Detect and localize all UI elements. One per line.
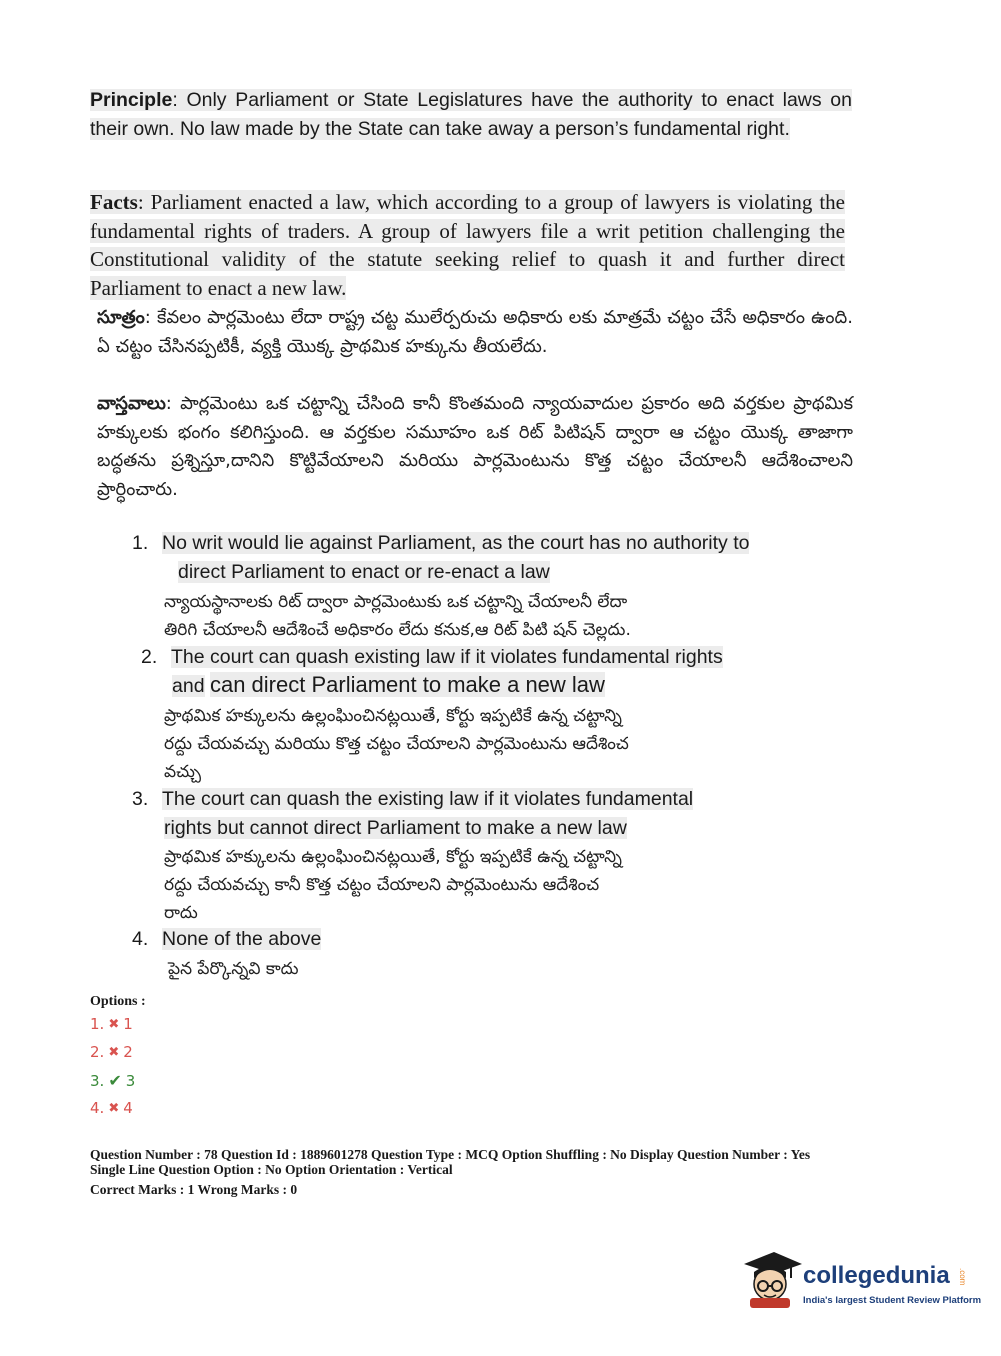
option-4-telugu-1: పైన పేర్కొన్నవి కాదు <box>168 959 299 979</box>
check-icon: ✔ <box>108 1071 122 1090</box>
telugu-principle-paragraph <box>97 304 853 361</box>
option-2-telugu-2: రద్దు చేయవచ్చు మరియు కొత్త చట్టం చేయాలని పార్లమెంటును ఆదేశించ <box>164 734 629 754</box>
option-choice-2-value: 2 <box>123 1043 133 1061</box>
wrong-icon: ✖ <box>108 1044 120 1060</box>
option-2-telugu-3: వచ్చు <box>164 762 202 782</box>
option-choice-4 <box>90 1099 133 1117</box>
telugu-facts-label: వాస్తవాలు <box>97 393 166 414</box>
option-1-line-1 <box>132 529 749 558</box>
option-2-english-1: The court can quash existing law if it violates fundamental rights <box>171 646 723 668</box>
brand-tagline: India's largest Student Review Platform <box>803 1295 982 1306</box>
facts-label: Facts <box>90 190 138 214</box>
option-1-telugu-2: తిరిగి చేయాలనీ ఆదేశించే అధికారం లేదు కనుక,ఆ రిట్ పిటి షన్ చెల్లదు. <box>164 620 631 640</box>
option-3-english-2: rights but cannot direct Parliament to make a new law <box>164 817 627 839</box>
option-3-telugu-2: రద్దు చేయవచ్చు కానీ కొత్త చట్టం చేయాలని పార్లమెంటును ఆదేశించ <box>164 875 600 895</box>
brand-name: collegedunia <box>803 1262 950 1289</box>
option-choice-1-value: 1 <box>123 1015 133 1033</box>
question-meta-line-3: Correct Marks : 1 Wrong Marks : 0 <box>90 1182 298 1197</box>
option-3-telugu-3: రాదు <box>164 903 198 923</box>
option-1-telugu-1: న్యాయస్థానాలకు రిట్ ద్వారా పార్లమెంటుకు ఒక చట్టాన్ని చేయాలనీ లేదా <box>164 592 628 612</box>
option-2-english-2b: can direct Parliament to make a new law <box>209 672 605 697</box>
facts-paragraph <box>90 188 845 302</box>
option-choice-3-number: 3. <box>90 1071 105 1090</box>
option-3-number: 3. <box>132 788 149 810</box>
option-choice-3 <box>90 1071 135 1090</box>
telugu-facts-paragraph <box>97 390 853 504</box>
option-choice-4-number: 4. <box>90 1099 105 1117</box>
facts-text: : Parliament enacted a law, which according to a group of lawyers is violating the fundamental rights of traders. A group of lawyers file a writ petition challenging the Constitutional validity of the statute seeking relief to quash it and further direct Parliament to enact a new law. <box>90 190 845 300</box>
option-4-english-1: None of the above <box>162 928 322 950</box>
brand-suffix: .com <box>958 1268 967 1286</box>
telugu-principle-text: : కేవలం పార్లమెంటు లేదా రాష్ట్ర చట్ట ములేర్పరుచు అధికారు లకు మాత్రమే చట్టం చేసే అధికారం ఉంది. ఏ చట్టం చేసినప్పటికీ, వ్యక్తి యొక్క ప్రాథమిక హక్కును తీయలేదు. <box>97 307 853 357</box>
question-meta-line-2: Single Line Question Option : No Option Orientation : Vertical <box>90 1162 453 1177</box>
option-3-english-1: The court can quash the existing law if it violates fundamental <box>162 788 694 810</box>
question-meta-line-1: Question Number : 78 Question Id : 1889601278 Question Type : MCQ Option Shuffling : No Display Question Number : Yes <box>90 1147 811 1162</box>
option-2-line-1 <box>141 643 723 672</box>
option-1-english-2: direct Parliament to enact or re-enact a law <box>178 561 550 583</box>
option-2-number: 2. <box>141 646 158 668</box>
option-3-line-1 <box>132 785 693 814</box>
option-2-telugu-1: ప్రాథమిక హక్కులను ఉల్లంఘించినట్లయితే, కోర్టు ఇప్పటికే ఉన్న చట్టాన్ని <box>164 706 622 726</box>
wrong-icon: ✖ <box>108 1100 120 1116</box>
option-choice-1-number: 1. <box>90 1015 105 1033</box>
options-title: Options : <box>90 994 146 1009</box>
option-choice-4-value: 4 <box>123 1099 133 1117</box>
option-2-line-2 <box>172 671 605 701</box>
option-3-telugu-1: ప్రాథమిక హక్కులను ఉల్లంఘించినట్లయితే, కోర్టు ఇప్పటికే ఉన్న చట్టాన్ని <box>164 847 622 867</box>
wrong-icon: ✖ <box>108 1016 120 1032</box>
option-choice-1 <box>90 1015 133 1033</box>
option-choice-3-value: 3 <box>125 1071 136 1090</box>
option-1-number: 1. <box>132 532 149 554</box>
telugu-facts-text: : పార్లమెంటు ఒక చట్టాన్ని చేసింది కానీ కొంతమంది న్యాయవాదుల ప్రకారం అది వర్తకుల ప్రాథమిక హక్కులకు భంగం కలిగిస్తుంది. ఆ వర్తకుల సమూహం ఒక రిట్ పిటిషన్ ద్వారా ఆ చట్టం యొక్క తాజాగా బద్ధతను ప్రశ్నిస్తూ,దానిని కొట్టివేయాలని మరియు పార్లమెంటును కొత్త చట్టం చేయాలనీ ఆదేశించాలని ప్రార్ధించారు. <box>97 393 853 500</box>
option-2-english-2a: and <box>172 675 205 697</box>
telugu-principle-label: సూత్రం <box>97 307 145 328</box>
option-4-line-1 <box>132 925 321 954</box>
option-choice-2-number: 2. <box>90 1043 105 1061</box>
principle-label: Principle <box>90 89 173 111</box>
option-choice-2 <box>90 1043 133 1061</box>
principle-text: : Only Parliament or State Legislatures have the authority to enact laws on their own. No law made by the State can take away a person’s fundamental right. <box>90 89 852 140</box>
option-1-english-1: No writ would lie against Parliament, as the court has no authority to <box>162 532 750 554</box>
principle-paragraph <box>90 86 852 143</box>
option-4-number: 4. <box>132 928 149 950</box>
